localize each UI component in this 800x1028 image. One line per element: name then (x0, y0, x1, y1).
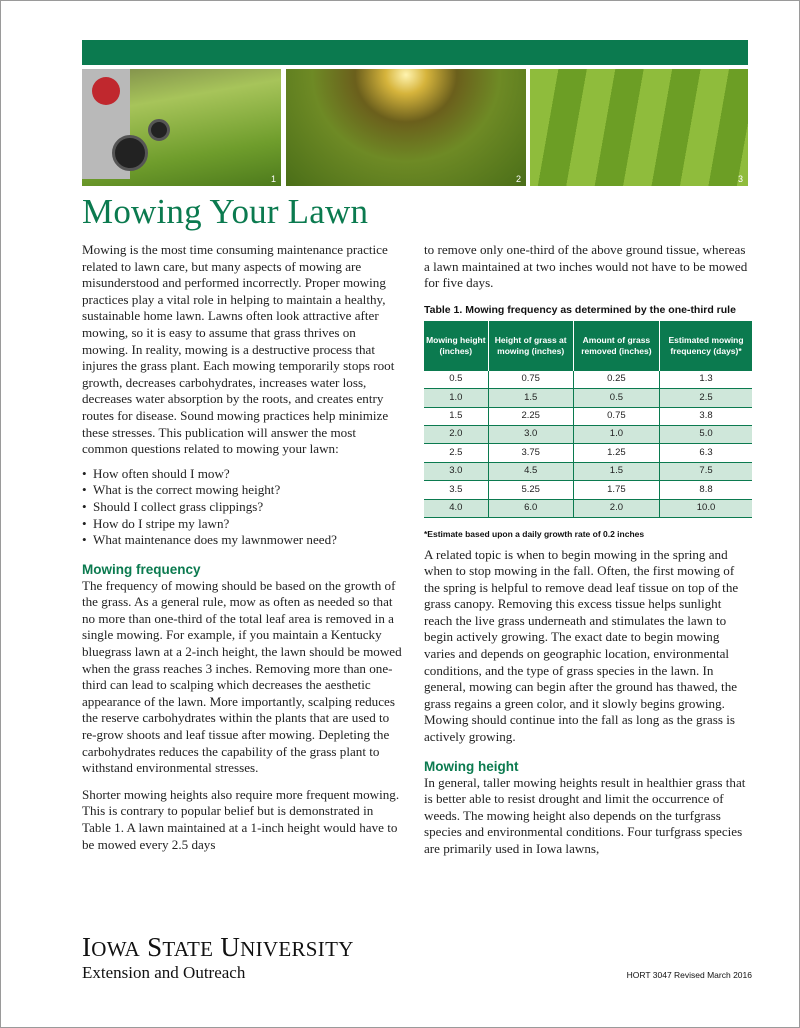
table-cell: 1.5 (424, 407, 488, 425)
table-cell: 3.0 (488, 425, 573, 443)
related-paragraph: A related topic is when to begin mowing in the spring and when to stop mowing in the fall. Often, the first mowing of the spring is helpful to remove dead leaf tissue on top of the grass canopy. Removing this excess tissue helps sunlight reach the live grass underneath and stimulates the lawn to begin actively growing. The exact date to begin mowing varies and depends on geographic location, environmental conditions, and the type of grass species in the lawn. In general, mowing can begin after the ground has thawed, the grass regains a green color, and it slowly begins growing. Mowing should continue into the fall as long as the grass is actively growing. (424, 546, 739, 745)
logo-line1: IOWA STATE UNIVERSITY (82, 932, 354, 962)
lawn-mower-photo (82, 69, 281, 186)
logo-line2: Extension and Outreach (82, 963, 246, 982)
university-logo (82, 933, 354, 982)
table-row (424, 499, 752, 517)
table-header-cell: Mowing height (inches) (424, 321, 488, 371)
table-cell: 5.25 (488, 481, 573, 499)
table-cell: 2.0 (424, 425, 488, 443)
table-cell: 1.75 (573, 481, 659, 499)
table-cell: 1.5 (573, 462, 659, 480)
table-cell: 7.5 (660, 462, 752, 480)
photo-number: 3 (737, 174, 743, 184)
table-footnote: *Estimate based upon a daily growth rate of 0.2 inches (424, 528, 645, 539)
table-cell: 3.0 (424, 462, 488, 480)
mower-wheel (112, 135, 148, 171)
table-cell: 1.5 (488, 389, 573, 407)
table-cell: 4.5 (488, 462, 573, 480)
left-column (82, 242, 404, 853)
table-cell: 0.5 (424, 371, 488, 389)
continued-paragraph: to remove only one-third of the above ground tissue, whereas a lawn maintained at two inches would not have to be mowed for five days. (424, 242, 748, 291)
list-item: • What maintenance does my lawnmower need? (82, 532, 404, 549)
table-header-cell: Estimated mowing frequency (days)* (660, 321, 752, 371)
table-cell: 4.0 (424, 499, 488, 517)
table-row (424, 407, 752, 425)
publication-code: HORT 3047 Revised March 2016 (626, 970, 752, 980)
table-row (424, 444, 752, 462)
section-heading-frequency: Mowing frequency (82, 561, 201, 577)
table-row (424, 481, 752, 499)
frequency-paragraph-2: Shorter mowing heights also require more frequent mowing. This is contrary to popular belief but is demonstrated in Table 1. A lawn maintained at a 1-inch height would have to be mowed every 2.5 days (82, 786, 400, 852)
table-cell: 6.0 (488, 499, 573, 517)
table-cell: 10.0 (660, 499, 752, 517)
list-item: • Should I collect grass clippings? (82, 499, 404, 516)
header-bar (82, 40, 748, 65)
section-heading-height: Mowing height (424, 758, 519, 774)
striped-lawn-photo (530, 69, 748, 186)
frequency-paragraph: The frequency of mowing should be based on the growth of the grass. As a general rule, mow as often as needed so that no more than one-third of the total leaf area is removed in a single mowing. For example, if you maintain a Kentucky bluegrass lawn at a 2-inch height, the lawn should be mowed when the grass reaches 3 inches. Removing more than one-third can lead to scalping which decreases the aesthetic appearance of the lawn. More importantly, scalping reduces the reserve carbohydrates within the plants that are used to re-grow shoots and leaf tissue after mowing. Depleting the carbohydrates reduces the capability of the grass plant to withstand environmental stresses. (82, 577, 402, 776)
table-row (424, 462, 752, 480)
table-caption: Table 1. Mowing frequency as determined by the one-third rule (424, 303, 736, 316)
photo-number: 2 (515, 174, 521, 184)
table-cell: 1.3 (660, 371, 752, 389)
mower-wheel (148, 119, 170, 141)
table-cell: 0.75 (573, 407, 659, 425)
table-cell: 1.25 (573, 444, 659, 462)
table-row (424, 371, 752, 389)
table-cell: 1.0 (573, 425, 659, 443)
table-cell: 5.0 (660, 425, 752, 443)
intro-paragraph: Mowing is the most time consuming maintenance practice related to lawn care, but many aspects of mowing are misunderstood and performed incorrectly. Proper mowing practices play a vital role in helping to maintain a healthy, sustainable home lawn. Lawns often look attractive after mowing, so it is easy to assume that grass thrives on mowing. In reality, mowing is a destructive process that injures the grass plant. Each mowing temporarily stops root growth, decreases carbohydrates, increases water loss, decreases water absorption by the roots, and creates entry routes for disease. Sound mowing practices help minimize these stresses. This publication will answer the most common questions related to mowing your lawn: (82, 242, 395, 457)
table-cell: 3.8 (660, 407, 752, 425)
table-cell: 2.25 (488, 407, 573, 425)
table-header-cell: Amount of grass removed (inches) (573, 321, 659, 371)
table-row (424, 425, 752, 443)
table-cell: 1.0 (424, 389, 488, 407)
table-cell: 0.5 (573, 389, 659, 407)
mowing-frequency-table (424, 321, 752, 518)
right-column (424, 242, 750, 858)
photo-number: 1 (270, 174, 276, 184)
table-cell: 3.75 (488, 444, 573, 462)
table-cell: 8.8 (660, 481, 752, 499)
list-item: • How do I stripe my lawn? (82, 516, 404, 533)
mower-engine (92, 77, 120, 105)
table-row (424, 389, 752, 407)
height-paragraph: In general, taller mowing heights result in healthier grass that is better able to resist drought and limit the occurrence of weeds. The mowing height also depends on the turfgrass species and environmental conditions. Four turfgrass species are primarily used in Iowa lawns, (424, 774, 746, 856)
table-cell: 2.5 (660, 389, 752, 407)
table-cell: 2.5 (424, 444, 488, 462)
questions-list (82, 466, 404, 549)
list-item: • How often should I mow? (82, 466, 404, 483)
table-cell: 0.25 (573, 371, 659, 389)
table-header-row (424, 321, 752, 371)
table-cell: 2.0 (573, 499, 659, 517)
table-header-cell: Height of grass at mowing (inches) (488, 321, 573, 371)
list-item: • What is the correct mowing height? (82, 482, 404, 499)
page-title: Mowing Your Lawn (82, 192, 369, 231)
table-cell: 3.5 (424, 481, 488, 499)
table-cell: 6.3 (660, 444, 752, 462)
sunlit-grass-photo (286, 69, 526, 186)
table-cell: 0.75 (488, 371, 573, 389)
logo-wordmark (82, 933, 354, 963)
